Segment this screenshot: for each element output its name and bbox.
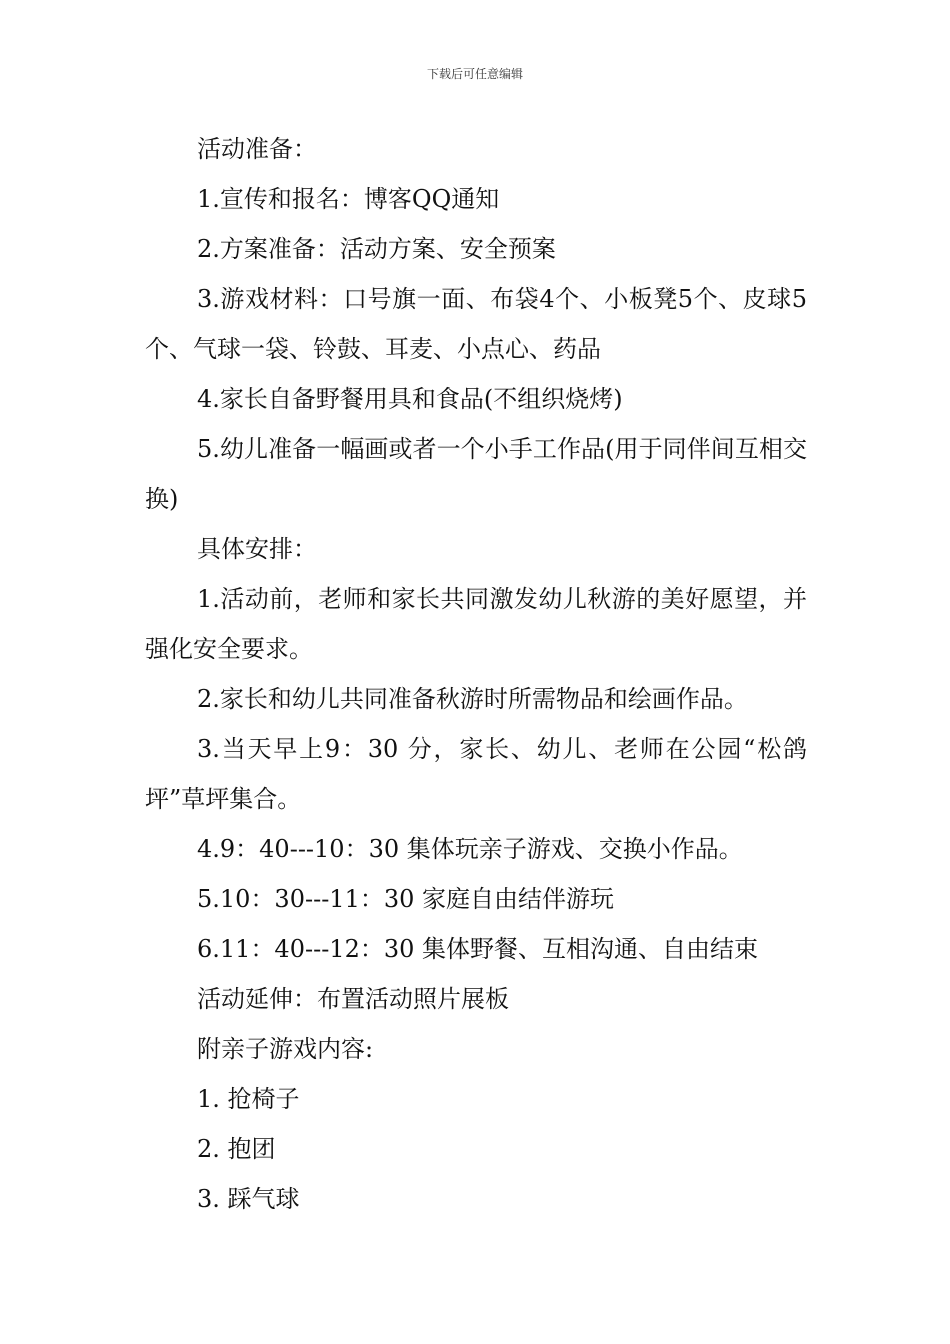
preparation-item-4: 4.家长自备野餐用具和食品(不组织烧烤) — [197, 385, 623, 413]
game-item-2: 2. 抱团 — [197, 1135, 276, 1163]
preparation-item-2: 2.方案准备：活动方案、安全预案 — [197, 235, 556, 263]
schedule-item-5: 5.10：30---11：30 家庭自由结伴游玩 — [197, 885, 615, 913]
section-heading-schedule: 具体安排： — [197, 535, 317, 563]
game-item-1: 1. 抢椅子 — [197, 1085, 300, 1113]
game-item-3: 3. 踩气球 — [197, 1185, 300, 1213]
preparation-item-5: 5.幼儿准备一幅画或者一个小手工作品(用于同伴间互相交换) — [145, 435, 807, 513]
schedule-item-4: 4.9：40---10：30 集体玩亲子游戏、交换小作品。 — [197, 835, 743, 863]
schedule-item-1: 1.活动前，老师和家长共同激发幼儿秋游的美好愿望，并强化安全要求。 — [145, 585, 807, 663]
schedule-item-3: 3.当天早上9：30 分，家长、幼儿、老师在公园“松鸽坪”草坪集合。 — [145, 735, 807, 813]
section-heading-games: 附亲子游戏内容: — [197, 1035, 374, 1063]
section-heading-preparation: 活动准备： — [197, 135, 317, 163]
preparation-item-3: 3.游戏材料：口号旗一面、布袋4个、小板凳5个、皮球5个、气球一袋、铃鼓、耳麦、小点心、药品 — [145, 285, 807, 363]
document-body — [145, 124, 807, 1224]
schedule-item-2: 2.家长和幼儿共同准备秋游时所需物品和绘画作品。 — [197, 685, 748, 713]
schedule-item-6: 6.11：40---12：30 集体野餐、互相沟通、自由结束 — [197, 935, 759, 963]
preparation-item-1: 1.宣传和报名：博客QQ通知 — [197, 185, 500, 213]
activity-extension: 活动延伸：布置活动照片展板 — [197, 985, 509, 1013]
page-header: 下载后可任意编辑 — [426, 67, 523, 81]
